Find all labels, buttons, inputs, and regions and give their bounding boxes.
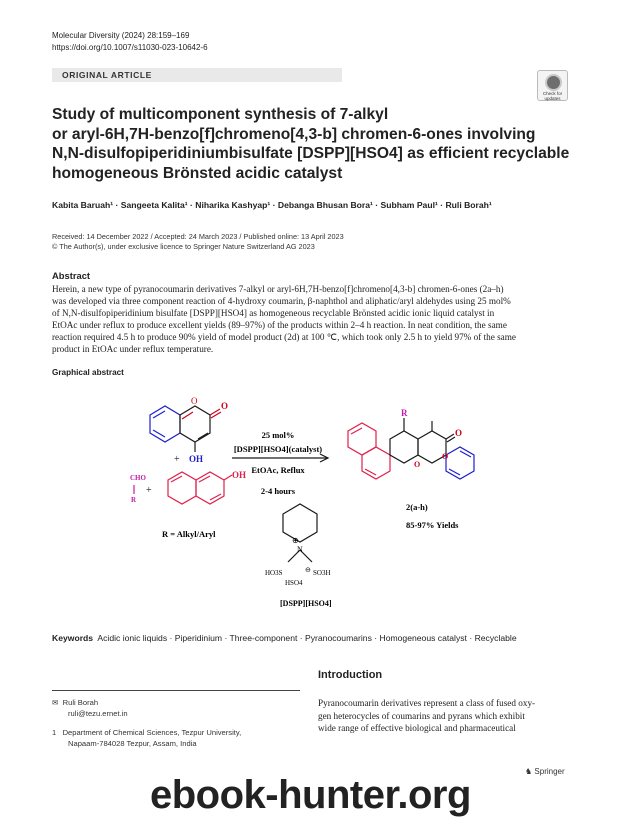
article-type: ORIGINAL ARTICLE (62, 70, 152, 80)
history-dates: Received: 14 December 2022 / Accepted: 24 March 2023 / Published online: 13 April 2023 (52, 232, 344, 241)
springer-horse-icon: ♞ (525, 767, 533, 776)
introduction-heading: Introduction (318, 669, 383, 681)
abstract-line: reaction required 4.5 h to produce 90% yield of model product (2d) at 100 ℃, which took only 2.5 h to yield 97% of the same (52, 332, 516, 342)
plus-sign: + (146, 485, 152, 496)
atom-oxygen: O (414, 460, 421, 469)
solvent-condition: EtOAc, Reflux (251, 465, 305, 475)
atom-oxygen: O (191, 396, 198, 406)
intro-line: wide range of effective biological and pharmaceutical (318, 723, 516, 733)
article-title (52, 105, 572, 183)
affiliation-line: Department of Chemical Sciences, Tezpur University, (62, 728, 242, 737)
affiliation-line: Napaam-784028 Tezpur, Assam, India (68, 739, 197, 748)
introduction-body (318, 697, 570, 735)
catalyst-name: [DSPP][HSO4] (280, 599, 332, 608)
abstract-line: was developed via three component reaction of 4-hydroxy coumarin, β-naphthol and aliphatic/aryl aldehydes using 25 mol% (52, 296, 511, 306)
title-line: Study of multicomponent synthesis of 7-alkyl (52, 106, 389, 123)
atom-nitrogen: N (297, 545, 303, 554)
atom-oxygen: O (455, 428, 463, 438)
reaction-time: 2-4 hours (260, 486, 296, 496)
plus-sign: + (174, 454, 180, 465)
abstract-body (52, 283, 570, 355)
positive-charge: ⊕ (292, 536, 299, 545)
atom-hydroxyl: OH (232, 470, 247, 480)
crossmark-label: Check for updates (542, 91, 563, 101)
correspondence (52, 697, 128, 719)
catalyst-label: [DSPP][HSO4](catalyst) (233, 444, 323, 454)
aldehyde-label: CHO (130, 474, 146, 482)
sulfonic-right: SO3H (313, 569, 331, 577)
atom-hydroxyl: OH (189, 454, 204, 464)
r-definition: R = Alkyl/Aryl (162, 529, 216, 539)
keywords-list: Acidic ionic liquids · Piperidinium · Three-component · Pyranocoumarins · Homogeneous catalyst · Recyclable (97, 633, 517, 643)
abstract-line: of N,N-disulfopiperidinium bisulfate [DSPP][HSO4] as homogeneous recyclable Brönsted acidic ionic liquid catalyst in (52, 308, 495, 318)
abstract-line: product in EtOAc under reflux temperature. (52, 344, 214, 354)
product-r-group: R (401, 408, 408, 418)
author-email[interactable]: ruli@tezu.ernet.in (68, 709, 128, 718)
envelope-icon: ✉ (52, 698, 59, 707)
title-line: N,N-disulfopiperidiniumbisulfate [DSPP][HSO4] as efficient recyclable (52, 145, 570, 163)
title-line: homogeneous Brönsted acidic catalyst (52, 164, 343, 182)
affiliation (52, 727, 241, 749)
yield-label: 85-97% Yields (406, 520, 459, 530)
sulfonic-left: HO3S (265, 569, 283, 577)
publisher-logo: ♞ Springer (525, 767, 565, 776)
reaction-arrow (232, 454, 328, 462)
hydroxycoumarin-structure (150, 406, 221, 452)
publication-dates (52, 232, 344, 252)
intro-line: Pyranocoumarin derivatives represent a class of fused oxy- (318, 698, 536, 708)
abstract-heading: Abstract (52, 270, 91, 281)
affiliation-number: 1 (52, 728, 57, 737)
author-list: Kabita Baruah¹ · Sangeeta Kalita¹ · Niharika Kashyap¹ · Debanga Bhusan Bora¹ · Subham Paul¹ · Ruli Borah¹ (52, 200, 492, 210)
doi-link[interactable]: https://doi.org/10.1007/s11030-023-10642-6 (52, 43, 208, 52)
atom-oxygen: O (442, 452, 449, 461)
reaction-scheme (120, 382, 520, 612)
intro-line: gen heterocycles of coumarins and pyrans which exhibit (318, 710, 525, 721)
copyright-notice: © The Author(s), under exclusive licence to Springer Nature Switzerland AG 2023 (52, 242, 315, 251)
keywords-label: Keywords (52, 633, 94, 643)
abstract-line: EtOAc under reflux to produce excellent yields (89–97%) of the products within 2–4 h reaction. In neat condition, the same (52, 320, 507, 330)
crossmark-icon (545, 74, 562, 91)
product-label: 2(a-h) (406, 502, 428, 512)
naphthol-structure (168, 472, 232, 504)
bisulfate-anion: HSO4 (285, 579, 303, 587)
aldehyde-r-group: R (131, 496, 137, 504)
negative-charge: ⊖ (305, 566, 311, 574)
title-line: or aryl-6H,7H-benzo[f]chromeno[4,3-b] chromen-6-ones involving (52, 125, 536, 143)
abstract-line: Herein, a new type of pyranocoumarin derivatives 7-alkyl or aryl-6H,7H-benzo[f]chromeno[4,3-b] chromen-6-ones (2a–h) (52, 284, 504, 294)
journal-citation: Molecular Diversity (2024) 28:159–169 (52, 31, 190, 40)
crossmark-badge[interactable] (537, 70, 568, 101)
watermark: ebook-hunter.org (150, 773, 471, 817)
graphical-abstract-heading: Graphical abstract (52, 368, 124, 377)
keywords (52, 633, 517, 643)
journal-info (52, 30, 208, 54)
corresponding-author: Ruli Borah (62, 698, 99, 707)
atom-oxygen: O (221, 401, 229, 411)
footnote-divider (52, 690, 300, 691)
catalyst-loading: 25 mol% (261, 430, 295, 440)
